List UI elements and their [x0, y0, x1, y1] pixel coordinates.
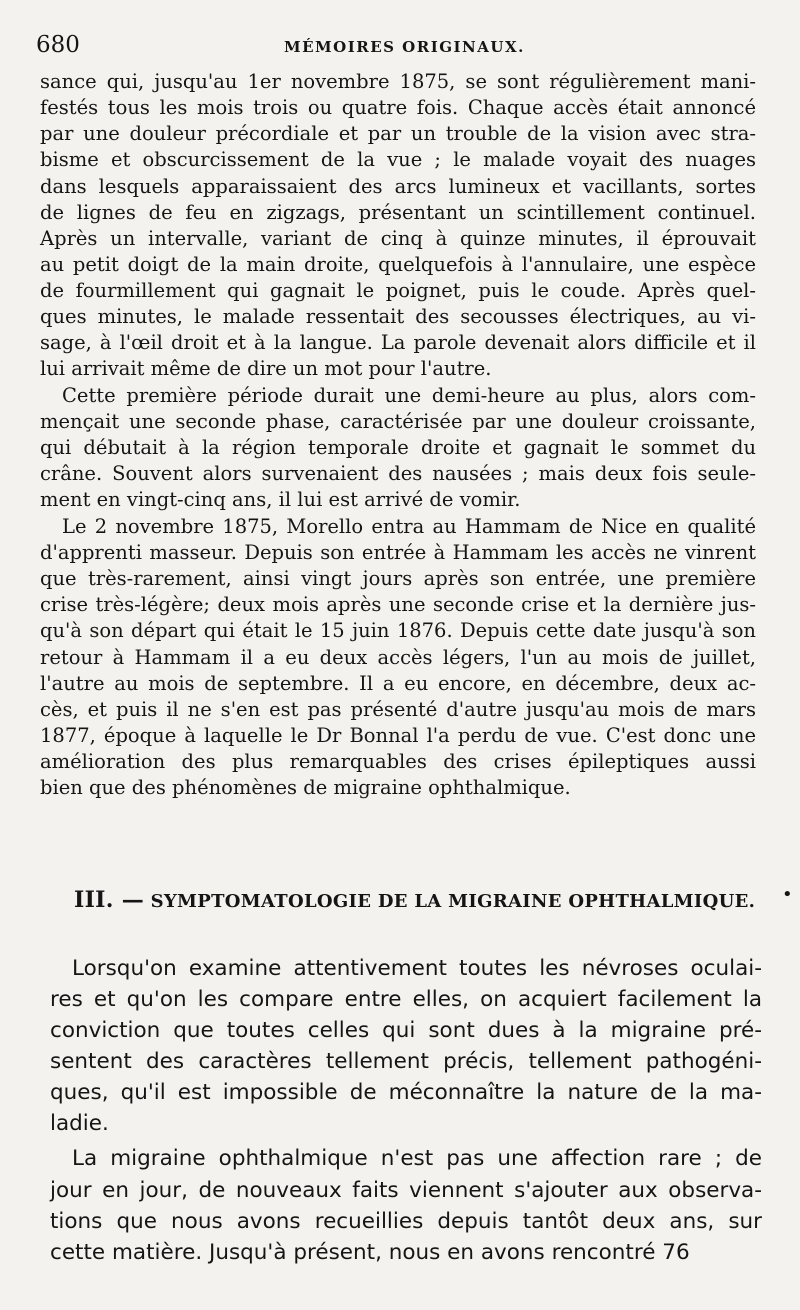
margin-mark: • — [782, 884, 793, 905]
text-line: Cette première période durait une demi-heure au plus, alors com- — [62, 384, 756, 407]
text-line: sentent des caractères tellement précis, tellement pathogéni- — [50, 1049, 762, 1074]
text-line: cès, et puis il ne s'en est pas présenté d'autre jusqu'au mois de mars — [40, 698, 756, 721]
text-line: l'autre au mois de septembre. Il a eu encore, en décembre, deux ac- — [40, 672, 756, 695]
page-header — [36, 32, 764, 62]
section-title: SYMPTOMATOLOGIE DE LA MIGRAINE OPHTHALMIQUE. — [150, 891, 756, 912]
text-line: Après un intervalle, variant de cinq à quinze minutes, il éprouvait — [40, 227, 756, 250]
section-heading — [74, 887, 755, 913]
text-line: res et qu'on les compare entre elles, on acquiert facilement la — [50, 987, 762, 1012]
running-title: MÉMOIRES ORIGINAUX. — [284, 38, 525, 56]
text-line: dans lesquels apparaissaient des arcs lumineux et vacillants, sortes — [40, 175, 756, 198]
text-line: de fourmillement qui gagnait le poignet, puis le coude. Après quel- — [40, 279, 756, 302]
text-line: conviction que toutes celles qui sont dues à la migraine pré- — [50, 1018, 762, 1043]
text-line: Lorsqu'on examine attentivement toutes les névroses oculai- — [72, 956, 762, 981]
text-line: retour à Hammam il a eu deux accès légers, l'un au mois de juillet, — [40, 646, 756, 669]
text-line: crâne. Souvent alors survenaient des nausées ; mais deux fois seule- — [40, 462, 756, 485]
text-line: d'apprenti masseur. Depuis son entrée à Hammam les accès ne vinrent — [40, 541, 756, 564]
text-line: lui arrivait même de dire un mot pour l'autre. — [40, 357, 492, 380]
text-line: ques, qu'il est impossible de méconnaître la nature de la ma- — [50, 1080, 762, 1105]
text-line: tions que nous avons recueillies depuis tantôt deux ans, sur — [50, 1209, 762, 1234]
text-line: que très-rarement, ainsi vingt jours après son entrée, une première — [40, 567, 756, 590]
text-line: bisme et obscurcissement de la vue ; le malade voyait des nuages — [40, 148, 756, 171]
text-line: sage, à l'œil droit et à la langue. La parole devenait alors difficile et il — [40, 331, 756, 354]
text-line: ques minutes, le malade ressentait des secousses électriques, au vi- — [40, 305, 756, 328]
text-line: 1877, époque à laquelle le Dr Bonnal l'a perdu de vue. C'est donc une — [40, 724, 756, 747]
text-line: festés tous les mois trois ou quatre fois. Chaque accès était annoncé — [40, 96, 756, 119]
text-line: qui débutait à la région temporale droite et gagnait le sommet du — [40, 436, 756, 459]
text-line: Le 2 novembre 1875, Morello entra au Hammam de Nice en qualité — [62, 515, 756, 538]
text-line: de lignes de feu en zigzags, présentant un scintillement continuel. — [40, 201, 756, 224]
section-number: III. — — [74, 887, 144, 913]
text-line: par une douleur précordiale et par un trouble de la vision avec stra- — [40, 122, 756, 145]
text-line: bien que des phénomènes de migraine ophthalmique. — [40, 776, 571, 799]
text-line: qu'à son départ qui était le 15 juin 1876. Depuis cette date jusqu'à son — [40, 619, 756, 642]
text-line: ment en vingt-cinq ans, il lui est arrivé de vomir. — [40, 488, 521, 511]
text-line: jour en jour, de nouveaux faits viennent s'ajouter aux observa- — [50, 1178, 762, 1203]
text-line: cette matière. Jusqu'à présent, nous en avons rencontré 76 — [50, 1240, 690, 1265]
text-line: ladie. — [50, 1111, 109, 1136]
page-number: 680 — [36, 32, 80, 58]
text-line: crise très-légère; deux mois après une seconde crise et la dernière jus- — [40, 593, 756, 616]
text-line: amélioration des plus remarquables des crises épileptiques aussi — [40, 750, 756, 773]
text-line: au petit doigt de la main droite, quelquefois à l'annulaire, une espèce — [40, 253, 756, 276]
text-line: mençait une seconde phase, caractérisée par une douleur croissante, — [40, 410, 756, 433]
text-line: sance qui, jusqu'au 1er novembre 1875, se sont régulièrement mani- — [40, 70, 756, 93]
text-line: La migraine ophthalmique n'est pas une affection rare ; de — [72, 1146, 762, 1171]
